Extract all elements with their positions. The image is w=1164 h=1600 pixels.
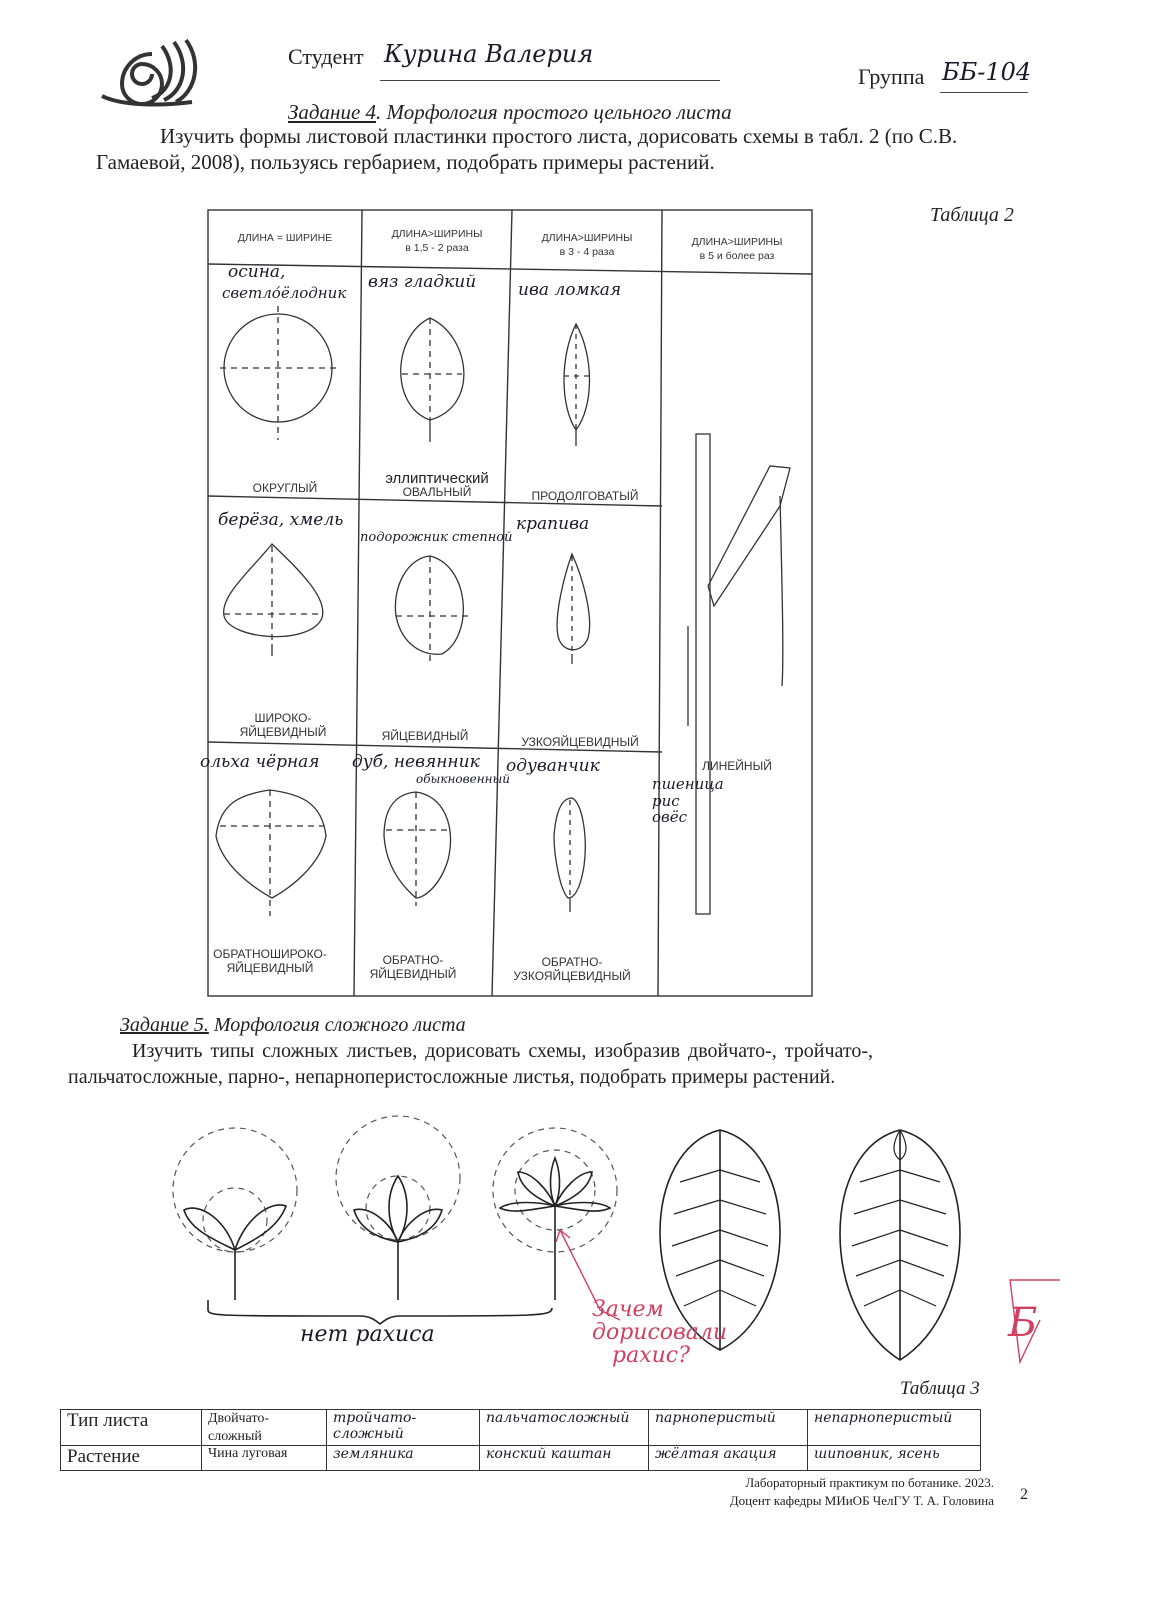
r3c2-plant2: обыкновенный [416,772,511,786]
r1c3-shape: ПРОДОЛГОВАТЫЙ [531,489,639,503]
footer-credits: Лабораторный практикум по ботанике. 2023. Доцент кафедры МИиОБ ЧелГУ Т. А. Головина [729,1475,994,1508]
red-comment: Зачем дорисовали рахис? [592,1297,728,1369]
table3-cell: Чина луговая [202,1446,327,1471]
group-underline [940,92,1028,93]
r2c3-shape: УЗКОЯЙЦЕВИДНЫЙ [521,735,639,749]
table2-header-2: ДЛИНА>ШИРИНЫ в 1,5 - 2 раза [391,228,483,254]
table3-cell: пальчатосложный [480,1410,649,1446]
table3-cell: жёлтая акация [649,1446,808,1471]
r1c1-plant2: светло́ёлодник [222,284,347,302]
table3 [60,1409,981,1471]
r1c2-shape: ОВАЛЬНЫЙ [402,485,472,499]
r3c1-shape: ОБРАТНОШИРОКО- ЯЙЦЕВИДНЫЙ [213,947,327,975]
table3-cell: Двойчато-сложный [202,1410,327,1446]
table3-cell: Растение [61,1446,202,1471]
task5-title: Задание 5. Морфология сложного листа [120,1014,466,1036]
r3c3-shape: ОБРАТНО- УЗКОЯЙЦЕВИДНЫЙ [513,955,631,983]
r3c3-plant: одуванчик [506,756,600,776]
group-label: Группа [858,64,925,89]
table3-row-plant [61,1446,981,1471]
table2-header-3: ДЛИНА>ШИРИНЫ в 3 - 4 раза [541,232,633,258]
table2-caption: Таблица 2 [930,204,1014,226]
r2c1-plant: берёза, хмель [218,510,344,530]
c4-plants: пшеница рис овёс [652,775,724,826]
r1c2-plant: вяз гладкий [368,272,477,292]
c4-shape: ЛИНЕЙНЫЙ [702,759,772,773]
task4-title: Задание 4. Морфология простого цельного листа [288,100,732,124]
table3-row-type [61,1410,981,1446]
table3-caption: Таблица 3 [900,1378,980,1399]
r3c1-plant: ольха чёрная [200,752,320,772]
task5-text-line1: Изучить типы сложных листьев, дорисовать схемы, изобразив двойчато-, тройчато-, [132,1040,874,1062]
university-logo [92,36,212,110]
table3-cell: Тип листа [61,1410,202,1446]
r1c1-shape: ОКРУГЛЫЙ [252,481,318,495]
r1c1-plant1: осина, [228,262,286,282]
student-label: Студент [288,44,364,69]
student-name: Курина Валерия [384,40,594,68]
page-number: 2 [1020,1486,1028,1503]
table3-cell: непарноперистый [808,1410,981,1446]
r1c3-plant: ива ломкая [518,280,622,300]
r2c1-shape: ШИРОКО- ЯЙЦЕВИДНЫЙ [239,711,327,739]
r1c2-shape-hand: эллиптический [385,470,489,487]
grade-mark: Б [1008,1300,1038,1346]
table2-header-4: ДЛИНА>ШИРИНЫ в 5 и более раз [691,236,783,262]
group-value: ББ-104 [942,58,1032,86]
r2c2-shape: ЯЙЦЕВИДНЫЙ [381,729,469,743]
table2-header-1: ДЛИНА = ШИРИНЕ [237,232,333,244]
task5-text-line2: пальчатосложные, парно-, непарноперистосложные листья, подобрать примеры растений. [68,1066,836,1088]
student-underline [380,80,720,81]
table3-cell: тройчато-сложный [327,1410,480,1446]
table3-cell: шиповник, ясень [808,1446,981,1471]
table3-cell: земляника [327,1446,480,1471]
r3c2-plant1: дуб, невянник [352,752,480,772]
task4-text-line1: Изучить формы листовой пластинки простого листа, дорисовать схемы в табл. 2 (по С.В. [160,124,958,148]
task4-text-line2: Гамаевой, 2008), пользуясь гербарием, подобрать примеры растений. [96,150,715,174]
table3-cell: конский каштан [480,1446,649,1471]
r3c2-shape: ОБРАТНО- ЯЙЦЕВИДНЫЙ [369,953,457,981]
table2-grid [180,206,820,1000]
r2c3-plant: крапива [516,514,590,534]
brace-note: нет рахиса [300,1322,435,1347]
table3-cell: парноперистый [649,1410,808,1446]
r2c2-plant: подорожник степной [360,530,513,545]
